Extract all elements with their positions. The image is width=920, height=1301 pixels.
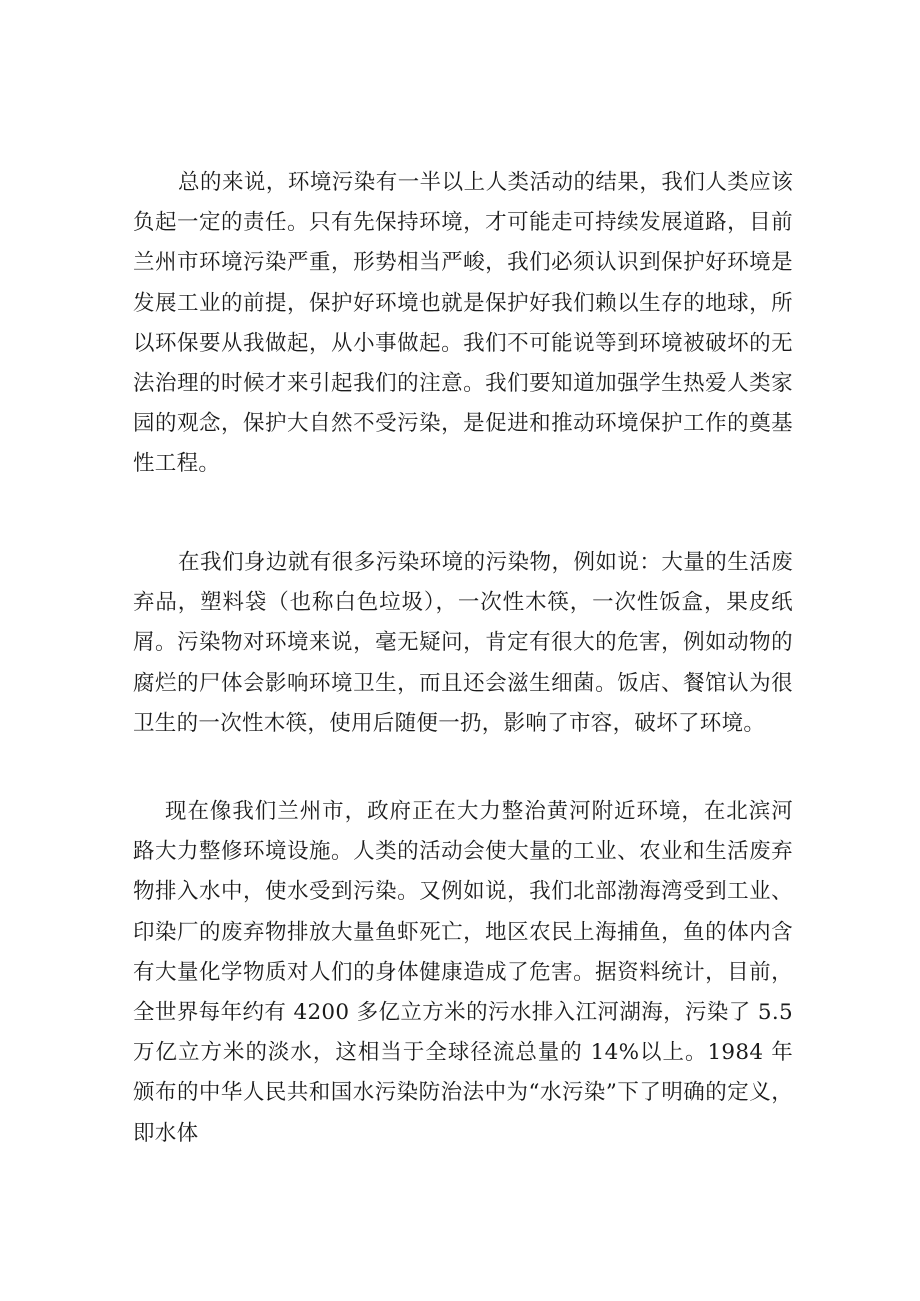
paragraph-water-pollution: 现在像我们兰州市，政府正在大力整治黄河附近环境，在北滨河路大力整修环境设施。人类的活动会使大量的工业、农业和生活废弃物排入水中，使水受到污染。又例如说，我们北部渤海湾受到工业、印染厂的废弃物排放大量鱼虾死亡，地区农民上海捕鱼，鱼的体内含有大量化学物质对人们的身体健康造成了危害。据资料统计，目前，全世界每年约有 4200 多亿立方米的污水排入江河湖海，污染了 5.5 万亿立方米的淡水，这相当于全球径流总量的 14%以上。1984 年颁布的中华人民共和国水污染防治法中为“水污染”下了明确的定义，即水体 [133,799,793,1146]
paragraph-conclusion: 总的来说，环境污染有一半以上人类活动的结果，我们人类应该负起一定的责任。只有先保持环境，才可能走可持续发展道路，目前兰州市环境污染严重，形势相当严峻，我们必须认识到保护好环境是发展工业的前提，保护好环境也就是保护好我们赖以生存的地球，所以环保要从我做起，从小事做起。我们不可能说等到环境被破坏的无法治理的时候才来引起我们的注意。我们要知道加强学生热爱人类家园的观念，保护大自然不受污染，是促进和推动环境保护工作的奠基性工程。 [133,170,793,477]
paragraph-pollutants: 在我们身边就有很多污染环境的污染物，例如说：大量的生活废弃品，塑料袋（也称白色垃圾），一次性木筷，一次性饭盒，果皮纸屑。污染物对环境来说，毫无疑问，肯定有很大的危害，例如动物的腐烂的尸体会影响环境卫生，而且还会滋生细菌。饭店、餐馆认为很卫生的一次性木筷，使用后随便一扔，影响了市容，破坏了环境。 [133,550,793,736]
